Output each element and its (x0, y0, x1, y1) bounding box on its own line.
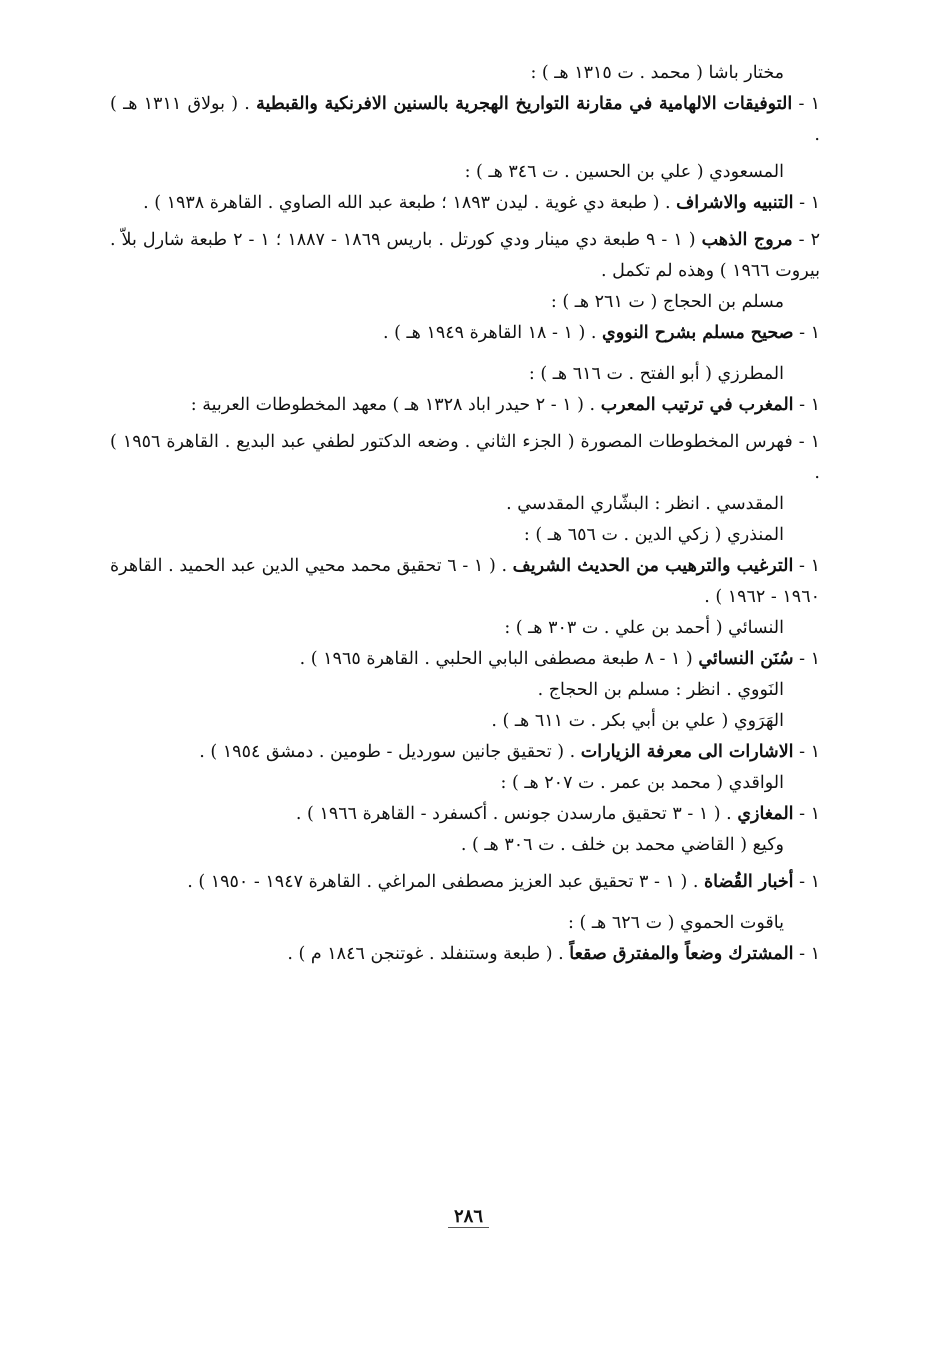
author-heading: النَووي . انظر : مسلم بن الحجاج . (537, 680, 784, 700)
entry-title: التوفيقات الالهامية في مقارنة التواريخ الهجرية بالسنين الافرنكية والقبطية (256, 94, 793, 114)
entry-number: ١ - (793, 649, 820, 669)
bibliography-entry (110, 427, 820, 489)
bibliography-entry (110, 644, 820, 675)
entry-title: صحيح مسلم بشرح النووي (602, 323, 794, 343)
entry-details: ( ١ - ٩ طبعة دي مينار ودي كورتل . باريس ١٨٦٩ - ١٨٨٧ ؛ ١ - ٢ طبعة شارل بلاّ . بيروت ١٩٦٦ ) وهذه لم تكمل . (110, 230, 820, 281)
entry-number: ١ - (793, 872, 820, 892)
entry-number: ٢ - (792, 230, 821, 250)
entry-number: ١ - (793, 742, 820, 762)
entry-number: ١ - (793, 556, 820, 576)
entry-title: المغرب في ترتيب المعرب (600, 395, 794, 415)
entry-details: . ( ١ - ٣ تحقيق مارسدن جونس . أكسفرد - القاهرة ١٩٦٦ ) . (295, 804, 738, 824)
author-heading: المنذري ( زكي الدين . ت ٦٥٦ هـ ) : (523, 525, 784, 545)
bibliography-entry (110, 89, 820, 151)
entry-details: . ( بولاق ١٣١١ هـ ) . (110, 94, 820, 145)
author-heading: النسائي ( أحمد بن علي . ت ٣٠٣ هـ ) : (504, 618, 784, 638)
author-heading: مسلم بن الحجاج ( ت ٢٦١ هـ ) : (550, 292, 784, 312)
entry-number: ١ - (793, 944, 820, 964)
entry-details: . ( تحقيق جانين سورديل - طومين . دمشق ١٩٥٤ ) . (199, 742, 581, 762)
entry-title: الترغيب والترهيب من الحديث الشريف (512, 556, 794, 576)
author-heading: المقدسي . انظر : البشّاري المقدسي . (506, 494, 784, 514)
entry-title: مروج الذهب (701, 230, 793, 250)
entry-title: الاشارات الى معرفة الزيارات (580, 742, 794, 762)
author-heading: المسعودي ( علي بن الحسين . ت ٣٤٦ هـ ) : (464, 162, 784, 182)
entry-details: . ( طبعة دي غوية . ليدن ١٨٩٣ ؛ طبعة عبد الله الصاوي . القاهرة ١٩٣٨ ) . (143, 193, 677, 213)
page-number-text: ٢٨٦ (448, 1206, 489, 1228)
bibliography-entry (110, 737, 820, 768)
bibliography-entry (110, 318, 820, 349)
entry-title: أخبار القُضاة (703, 872, 794, 892)
entry-number: ١ - (793, 193, 820, 213)
entry-title: المغازي (737, 804, 794, 824)
bibliography-entry (110, 939, 820, 970)
entry-number: ١ - (793, 395, 820, 415)
author-heading: المطرزي ( أبو الفتح . ت ٦١٦ هـ ) : (528, 364, 784, 384)
author-heading: وكيع ( القاضي محمد بن خلف . ت ٣٠٦ هـ ) . (460, 835, 784, 855)
entry-details: . ( طبعة وستنفلد . غوتنجن ١٨٤٦ م ) . (287, 944, 570, 964)
bibliography-entry (110, 551, 820, 613)
author-heading: ياقوت الحموي ( ت ٦٢٦ هـ ) : (568, 913, 784, 933)
entry-title: التنبيه والاشراف (676, 193, 794, 213)
author-heading: الواقدي ( محمد بن عمر . ت ٢٠٧ هـ ) : (500, 773, 784, 793)
entry-number: ١ - (793, 323, 820, 343)
entry-number: ١ - (793, 804, 820, 824)
entry-details: ( ١ - ٨ طبعة مصطفى البابي الحلبي . القاهرة ١٩٦٥ ) . (299, 649, 699, 669)
entry-details: . ( ١ - ٦ تحقيق محمد محيي الدين عبد الحميد . القاهرة ١٩٦٠ - ١٩٦٢ ) . (110, 556, 820, 607)
entry-number: ١ - (792, 432, 820, 452)
entry-details: . ( ١ - ١٨ القاهرة ١٩٤٩ هـ ) . (383, 323, 602, 343)
bibliography-entry (110, 390, 820, 421)
entry-details: فهرس المخطوطات المصورة ( الجزء الثاني . وضعه الدكتور لطفي عبد البديع . القاهرة ١٩٥٦ ) . (110, 432, 820, 483)
bibliography-entry (110, 867, 820, 898)
entry-number: ١ - (792, 94, 820, 114)
bibliography-page (110, 58, 820, 970)
author-heading: الهَرَوي ( علي بن أبي بكر . ت ٦١١ هـ ) . (491, 711, 784, 731)
entry-title: المشترك وضعاً والمفترق صقعاً (569, 944, 794, 964)
page-number (0, 1206, 937, 1227)
bibliography-entry (110, 188, 820, 219)
author-heading: مختار باشا ( محمد . ت ١٣١٥ هـ ) : (530, 63, 784, 83)
bibliography-entry (110, 799, 820, 830)
entry-title: سُنَن النسائي (698, 649, 794, 669)
bibliography-entry (110, 225, 820, 287)
entry-details: . ( ١ - ٣ تحقيق عبد العزيز مصطفى المراغي . القاهرة ١٩٤٧ - ١٩٥٠ ) . (187, 872, 704, 892)
entry-details: . ( ١ - ٢ حيدر اباد ١٣٢٨ هـ ) معهد المخطوطات العربية : (190, 395, 601, 415)
